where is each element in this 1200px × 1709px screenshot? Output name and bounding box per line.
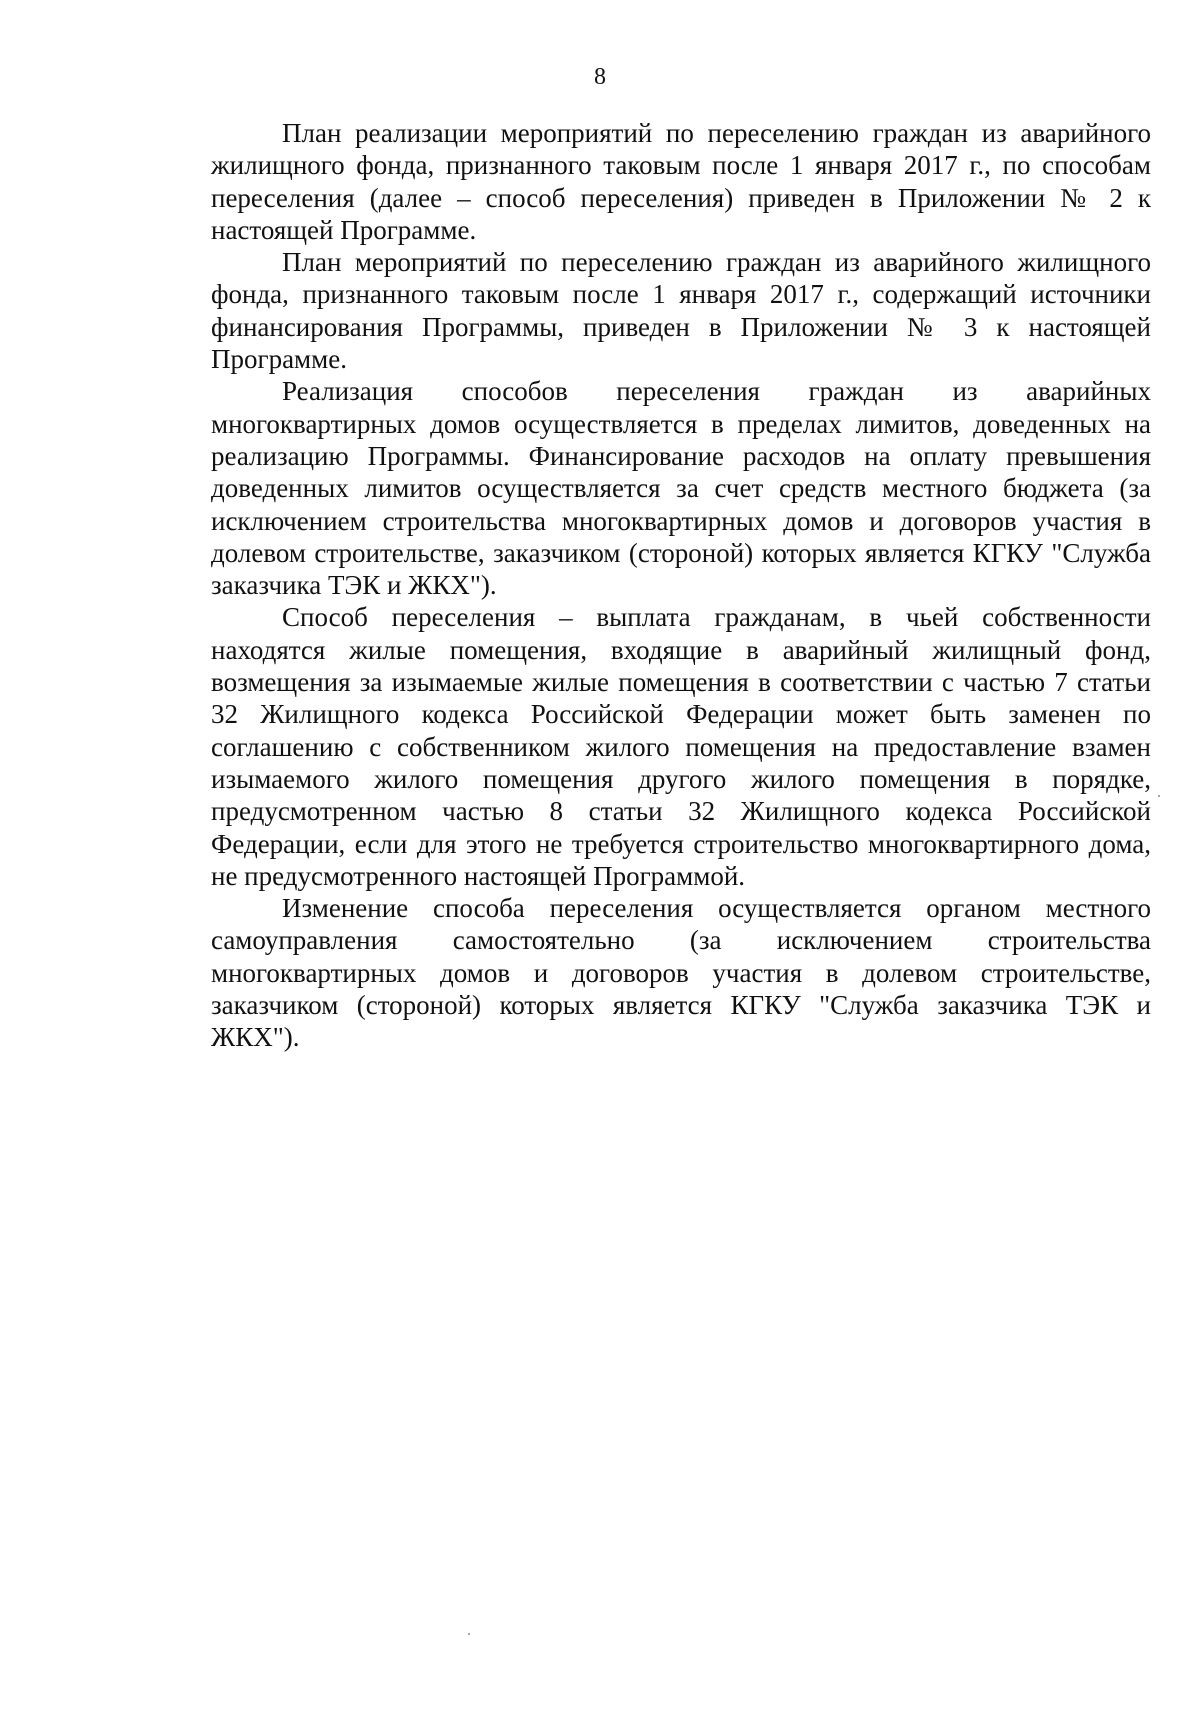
- paragraph-resettlement-method-change: Изменение способа переселения осуществляется органом местного самоуправления самостоятельно (за исключением строительства многоквартирных домов и договоров участия в долевом строительстве, заказчиком (стороной) которых является КГКУ "Служба заказчика ТЭК и ЖКХ").: [211, 893, 1151, 1053]
- paragraph-resettlement-plan-funding: План мероприятий по переселению граждан из аварийного жилищного фонда, признанного таковым после 1 января 2017 г., содержащий источники финансирования Программы, приведен в Приложении № 3 к настоящей Программе.: [211, 247, 1151, 375]
- paragraph-resettlement-compensation: Способ переселения – выплата гражданам, в чьей собственности находятся жилые помещения, входящие в аварийный жилищный фонд, возмещения за изымаемые жилые помещения в соответствии с частью 7 статьи 32 Жилищного кодекса Российской Федерации может быть заменен по соглашению с собственником жилого помещения на предоставление взамен изымаемого жилого помещения другого жилого помещения в порядке, предусмотренном частью 8 статьи 32 Жилищного кодекса Российской Федерации, если для этого не требуется строительство многоквартирного дома, не предусмотренного настоящей Программой.: [211, 602, 1151, 891]
- scan-speck: [468, 1633, 470, 1635]
- scan-speck: [1158, 795, 1160, 797]
- page-number: 8: [594, 64, 606, 90]
- paragraph-resettlement-plan-methods: План реализации мероприятий по переселению граждан из аварийного жилищного фонда, признанного таковым после 1 января 2017 г., по способам переселения (далее – способ переселения) приведен в Приложении № 2 к настоящей Программе.: [211, 118, 1151, 245]
- document-body: [211, 117, 1151, 1054]
- paragraph-resettlement-implementation: Реализация способов переселения граждан из аварийных многоквартирных домов осуществляется в пределах лимитов, доведенных на реализацию Программы. Финансирование расходов на оплату превышения доведенных лимитов осуществляется за счет средств местного бюджета (за исключением строительства многоквартирных домов и договоров участия в долевом строительстве, заказчиком (стороной) которых является КГКУ "Служба заказчика ТЭК и ЖКХ").: [211, 376, 1151, 601]
